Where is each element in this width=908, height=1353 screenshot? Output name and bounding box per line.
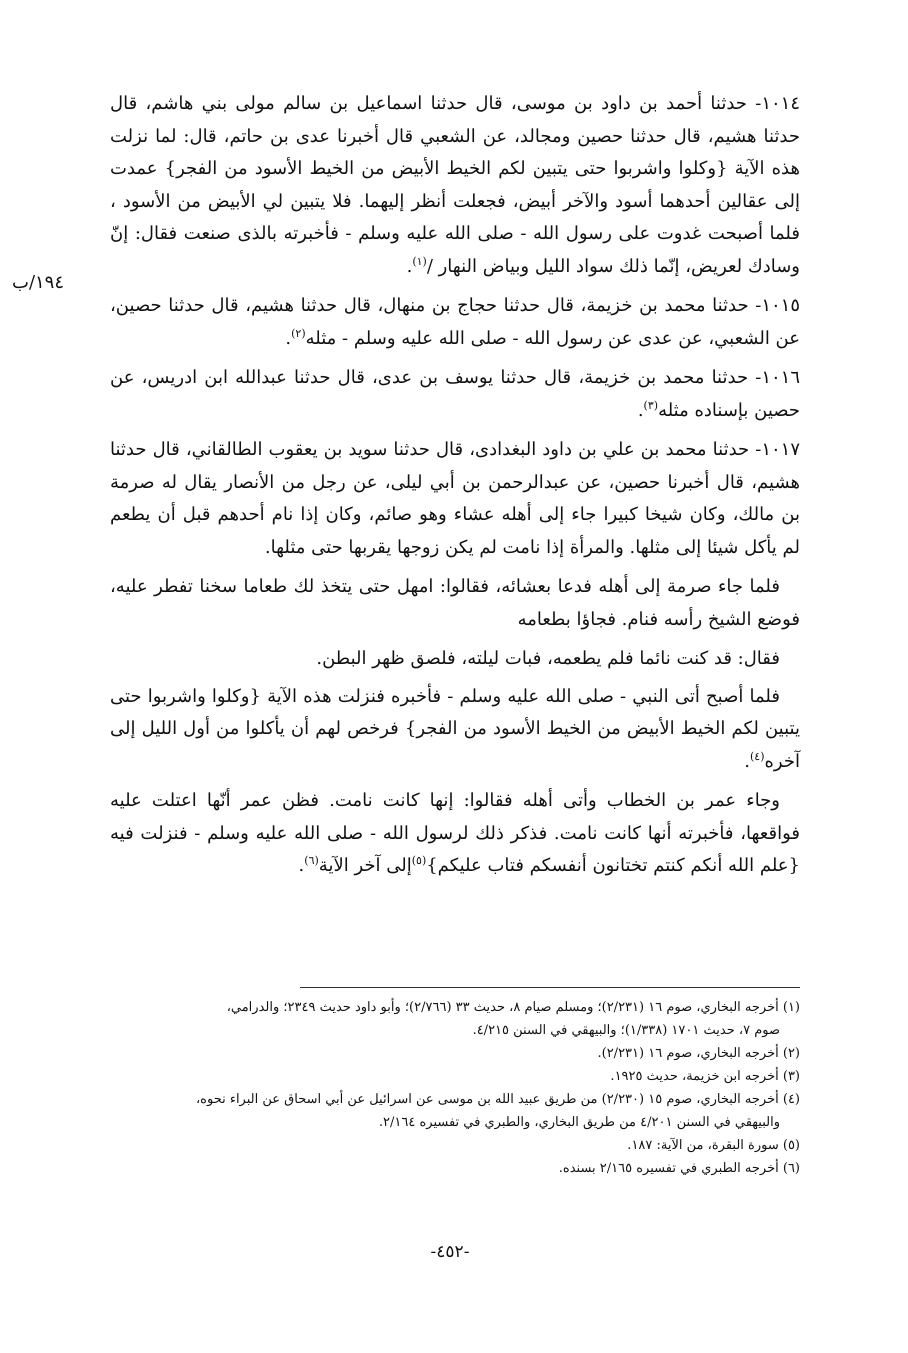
paragraph-1015: [110, 290, 800, 355]
paragraph-text: فلما أصبح أتى النبي - صلى الله عليه وسلم - فأخبره فنزلت هذه الآية {وكلوا واشربوا حتى يتبين لكم الخيط الأبيض من الخيط الأسود من الفجر} فرخص لهم أن يأكلوا من أول الليل إلى آخره: [110, 685, 800, 772]
footnote-1: (١) أخرجه البخاري، صوم ١٦ (٢/٢٣١)؛ ومسلم صيام ٨، حديث ٣٣ (٢/٧٦٦)؛ وأبو داود حديث ٢٣٤٩؛ والدرامي،: [226, 1000, 800, 1015]
footnote-2: (٢) أخرجه البخاري، صوم ١٦ (٢/٢٣١).: [597, 1046, 800, 1061]
footnote-4: (٤) أخرجه البخاري، صوم ١٥ (٢/٢٣٠) من طريق عبيد الله بن موسى عن اسرائيل عن أبي اسحاق عن البراء نحوه،: [195, 1092, 800, 1107]
footnote-6: (٦) أخرجه الطبري في تفسيره ٢/١٦٥ بسنده.: [558, 1161, 800, 1176]
footnote-ref: (٤): [749, 749, 765, 763]
paragraph-text: وجاء عمر بن الخطاب وأتى أهله فقالوا: إنها كانت نامت. فظن عمر أنّها اعتلت عليه فواقعها، فأخبرته أنها كانت نامت. فذكر ذلك لرسول الله - صلى الله عليه وسلم - فنزلت فيه {علم الله أنكم كنتم تختانون أنفسكم فتاب عليكم}: [110, 790, 800, 876]
paragraph-end: .: [744, 750, 750, 772]
paragraph-text: ١٠١٧- حدثنا محمد بن علي بن داود البغدادى، قال حدثنا سويد بن يعقوب الطالقاني، قال حدثنا هشيم، قال أخبرنا حصين، عن عبدالرحمن بن أبي ليلى، عن رجل من الأنصار يقال له صرمة بن مالك، وكان شيخا كبيرا جاء إلى أهله عشاء وهو صائم، وكان إذا نام أحدهم قبل أن يطعم لم يأكل شيئا إلى مثلها. والمرأة إذا نامت لم يكن زوجها يقربها حتى مثلها.: [110, 439, 800, 558]
footnote-ref: (٢): [291, 326, 306, 340]
footnote-5: (٥) سورة البقرة، من الآية: ١٨٧.: [627, 1138, 800, 1153]
margin-folio-note: ١٩٤/ب: [12, 272, 65, 293]
main-text: [110, 88, 800, 890]
footnote-separator: [300, 987, 800, 988]
paragraph-sirma: [110, 571, 800, 636]
paragraph-text: فقال: قد كنت نائما فلم يطعمه، فبات ليلته، فلصق ظهر البطن.: [316, 648, 780, 669]
footnotes-section: [88, 996, 800, 1180]
paragraph-text: ١٠١٤- حدثنا أحمد بن داود بن موسى، قال حدثنا اسماعيل بن سالم مولى بني هاشم، قال حدثنا هشيم، قال حدثنا حصين ومجالد، عن الشعبي قال أخبرنا عدى بن حاتم، قال: لما نزلت هذه الآية {وكلوا واشربوا حتى يتبين لكم الخيط الأبيض من الخيط الأسود من الفجر} عمدت إلى عقالين أحدهما أسود والآخر أبيض، فجعلت أنظر إليهما. فلا يتبين لي الأبيض من الأسود ، فلما أصبحت غدوت على رسول الله - صلى الله عليه وسلم - فأخبرته بالذى صنعت فقال: إنّ وسادك لعريض، إنّما ذلك سواد الليل وبياض النهار /: [110, 93, 800, 277]
footnote-3: (٣) أخرجه ابن خزيمة، حديث ١٩٢٥.: [610, 1069, 800, 1084]
paragraph-asbaha: [110, 681, 800, 779]
footnote-1-continued: صوم ٧، حديث ١٧٠١ (١/٣٣٨)؛ والبيهقي في السنن ٤/٢١٥.: [472, 1023, 780, 1038]
paragraph-1016: [110, 362, 800, 427]
footnote-ref: (٣): [643, 398, 659, 412]
paragraph-end: .: [637, 399, 644, 421]
paragraph-text: فلما جاء صرمة إلى أهله فدعا بعشائه، فقالوا: امهل حتى يتخذ لك طعاما سخنا تفطر عليه، فوضع الشيخ رأسه فنام. فجاؤا بطعامه: [110, 576, 800, 630]
paragraph-1017: [110, 434, 800, 564]
paragraph-1014: [110, 88, 800, 283]
paragraph-qala: [110, 643, 800, 676]
paragraph-end: .: [298, 855, 305, 876]
paragraph-text-continued: إلى آخر الآية: [318, 855, 412, 876]
footnote-4-continued: والبيهقي في السنن ٤/٢٠١ من طريق البخاري، والطبري في تفسيره ٢/١٦٤.: [378, 1115, 780, 1130]
footnote-ref: (١): [412, 254, 427, 268]
footnote-ref: (٥): [411, 854, 427, 867]
paragraph-end: .: [285, 327, 292, 349]
paragraph-text: ١٠١٦- حدثنا محمد بن خزيمة، قال حدثنا يوسف بن عدى، قال حدثنا عبدالله ابن ادريس، عن حصين بإسناده مثله: [110, 367, 800, 421]
paragraph-umar: [110, 785, 800, 883]
paragraph-end: .: [406, 255, 413, 277]
paragraph-text: ١٠١٥- حدثنا محمد بن خزيمة، قال حدثنا حجاج بن منهال، قال حدثنا هشيم، قال حدثنا حصين، عن الشعبي، عن عدى عن رسول الله - صلى الله عليه وسلم - مثله: [110, 295, 800, 349]
footnote-ref: (٦): [304, 854, 319, 867]
page-number: -٤٥٢-: [430, 1242, 470, 1262]
